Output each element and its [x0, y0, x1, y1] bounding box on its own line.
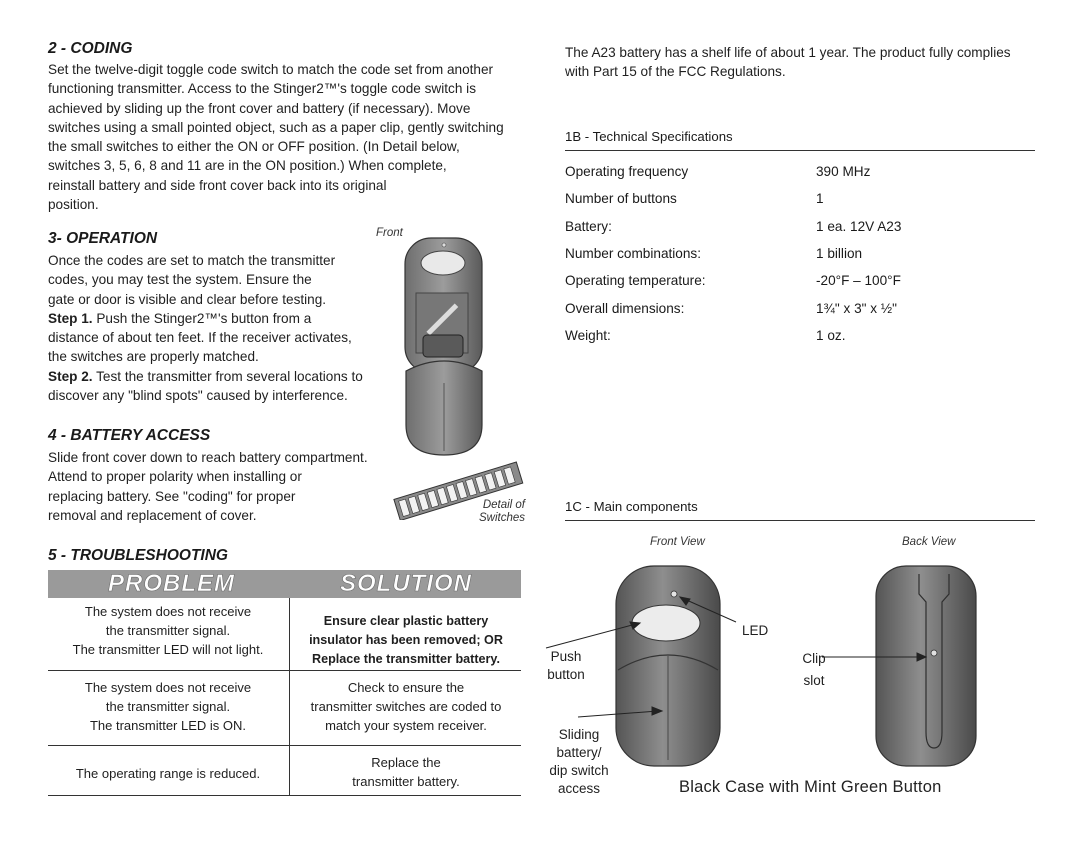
spec-row	[565, 328, 1035, 348]
push-callout-arrow	[630, 622, 640, 629]
sliding-callout-line	[578, 711, 658, 717]
problem-header: PROBLEM	[108, 570, 235, 597]
led-callout-arrow	[680, 597, 690, 605]
table-row-2-solution: Check to ensure the transmitter switches are coded to match your system receiver.	[310, 680, 502, 733]
detail-caption-line: Detail of	[482, 499, 525, 511]
detail-caption-line: Switches	[478, 512, 525, 524]
push-button-label: Push button	[547, 649, 585, 682]
spec-row	[565, 219, 1035, 239]
coding-line: position.	[48, 197, 99, 213]
intro-line: with Part 15 of the FCC Regulations.	[565, 64, 786, 80]
specs-heading: 1B - Technical Specifications	[565, 129, 733, 144]
operation-line: Once the codes are set to match the transmitter	[48, 253, 336, 268]
coding-paragraph	[48, 60, 528, 214]
components-rule	[565, 520, 1035, 521]
table-row-divider	[48, 670, 521, 671]
step1-text: the switches are properly matched.	[48, 349, 259, 365]
table-row-3-problem: The operating range is reduced.	[75, 766, 261, 781]
coding-line: reinstall battery and side front cover back into its original	[48, 177, 387, 193]
clip-slot-label: Clip slot	[802, 651, 826, 688]
step1-label: Step 1.	[48, 310, 93, 326]
front-view-caption: Front View	[650, 536, 705, 548]
coding-line: switches 3, 5, 6, 8 and 11 are in the ON position.) When complete,	[48, 158, 447, 174]
battery-paragraph	[48, 448, 388, 525]
spec-value: 1 billion	[816, 246, 863, 261]
front-caption: Front	[376, 227, 403, 239]
coding-heading: 2 - CODING	[48, 40, 133, 57]
spec-value: 1 oz.	[816, 328, 846, 343]
table-row-2-problem: The system does not receive the transmitter signal. The transmitter LED is ON.	[84, 680, 252, 733]
spec-label: Number combinations:	[565, 246, 701, 261]
sliding-access-label: Sliding battery/ dip switch access	[549, 727, 609, 796]
components-heading: 1C - Main components	[565, 499, 698, 514]
specs-rule	[565, 150, 1035, 151]
spec-value: 1¾" x 3" x ½"	[816, 301, 897, 316]
step1-line	[48, 309, 388, 328]
step2-text: Test the transmitter from several locations to	[92, 368, 363, 384]
spec-label: Overall dimensions:	[565, 301, 685, 316]
detail-caption	[440, 499, 525, 525]
led-dot	[442, 243, 446, 247]
table-header	[48, 570, 521, 598]
table-row-1-solution: Ensure clear plastic battery insulator has been removed; OR Replace the transmitter battery.	[309, 614, 503, 666]
troubleshooting-heading: 5 - TROUBLESHOOTING	[48, 547, 228, 564]
battery-line: replacing battery. See "coding" for proper	[48, 488, 296, 504]
spec-row	[565, 164, 1035, 184]
spec-label: Battery:	[565, 219, 612, 234]
spec-row	[565, 246, 1035, 266]
coding-line: switches using a small pointed object, such as a paper clip, gently switching	[48, 119, 504, 135]
intro-paragraph	[565, 43, 1045, 82]
battery-heading: 4 - BATTERY ACCESS	[48, 427, 211, 444]
battery-line: Attend to proper polarity when installing or	[48, 469, 302, 485]
table-row-divider	[48, 745, 521, 746]
push-callout-line	[546, 624, 636, 648]
table-row-3-solution: Replace the transmitter battery.	[352, 755, 460, 789]
operation-heading: 3- OPERATION	[48, 230, 158, 247]
spec-label: Number of buttons	[565, 191, 677, 206]
step2-text: discover any "blind spots" caused by interference.	[48, 388, 348, 404]
coding-line: functioning transmitter. Access to the Stinger2™'s toggle code switch is	[48, 81, 476, 97]
case-caption: Black Case with Mint Green Button	[679, 778, 942, 796]
step2-label: Step 2.	[48, 368, 93, 384]
spec-label: Operating temperature:	[565, 273, 706, 288]
spec-value: 390 MHz	[816, 164, 871, 179]
battery-shape	[423, 335, 463, 357]
intro-line: The A23 battery has a shelf life of about 1 year. The product fully complies	[565, 45, 1011, 60]
remote-front-illustration	[378, 233, 488, 458]
spec-value: 1	[816, 191, 824, 206]
battery-line: Slide front cover down to reach battery compartment.	[48, 450, 368, 465]
remote-button-shape	[421, 251, 465, 275]
operation-line: codes, you may test the system. Ensure the	[48, 272, 312, 288]
led-callout-line	[682, 598, 736, 622]
led-label: LED	[742, 623, 769, 638]
coding-line: achieved by sliding up the front cover and battery (if necessary). Move	[48, 100, 471, 116]
spec-value: -20°F – 100°F	[816, 273, 901, 288]
step1-text: distance of about ten feet. If the receiver activates,	[48, 330, 352, 346]
spec-label: Weight:	[565, 328, 611, 343]
spec-row	[565, 301, 1035, 321]
clip-callout-arrow	[917, 653, 926, 661]
callout-lines	[540, 580, 1040, 740]
battery-line: removal and replacement of cover.	[48, 507, 257, 523]
operation-line: gate or door is visible and clear before testing.	[48, 291, 327, 307]
spec-row	[565, 191, 1035, 211]
coding-line: Set the twelve-digit toggle code switch to match the code set from another	[48, 62, 494, 77]
step2-line	[48, 367, 388, 386]
sliding-callout-arrow	[652, 707, 662, 715]
operation-paragraph	[48, 251, 388, 405]
back-view-caption: Back View	[902, 536, 956, 548]
step1-text: Push the Stinger2™'s button from a	[92, 310, 312, 326]
spec-value: 1 ea. 12V A23	[816, 219, 902, 234]
table-bottom-rule	[48, 795, 521, 796]
table-row-1-problem: The system does not receive the transmitter signal. The transmitter LED will not light.	[72, 604, 264, 657]
coding-line: the small switches to either the ON or OFF position. (In Detail below,	[48, 139, 460, 155]
solution-header: SOLUTION	[340, 570, 472, 597]
spec-label: Operating frequency	[565, 164, 689, 179]
spec-row	[565, 273, 1035, 293]
